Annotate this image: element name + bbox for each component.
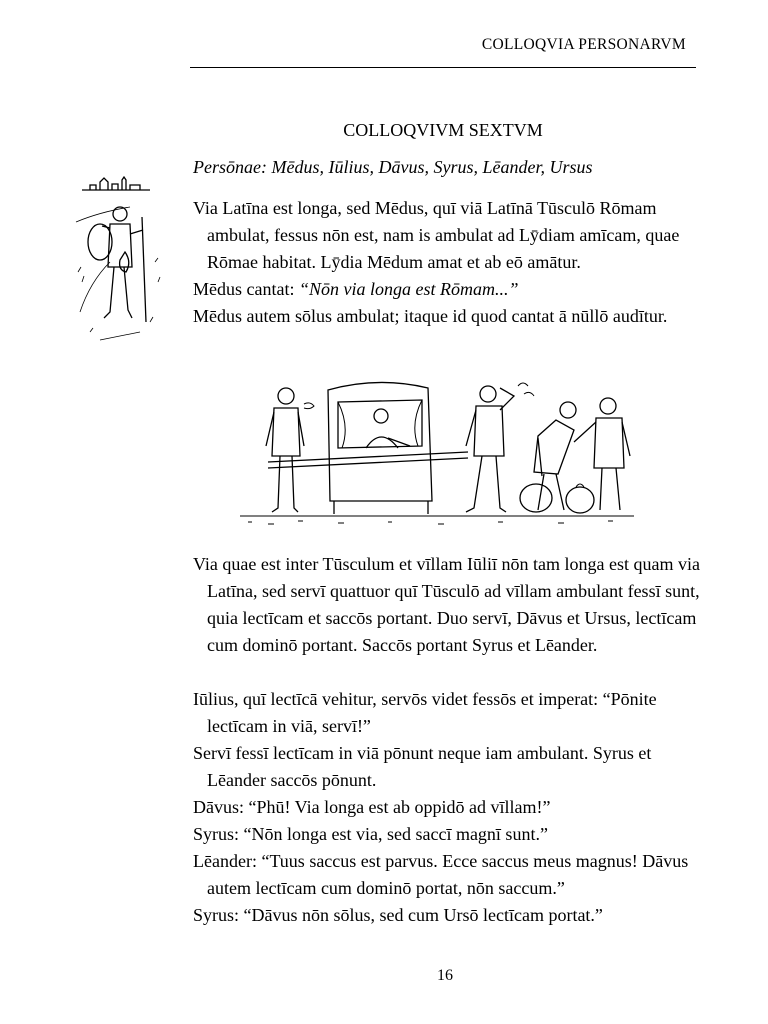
page-number: 16 xyxy=(437,967,453,984)
paragraph-10: Syrus: “Dāvus nōn sōlus, sed cum Ursō lectīcam portat.” xyxy=(193,905,603,925)
paragraph-1: Via Latīna est longa, sed Mēdus, quī viā Latīnā Tūsculō Rōmam ambulat, fessus nōn est, nam is ambulat ad Lȳdiam amīcam, quae Rōmae habitat. Lȳdia Mēdum amat et ab eō amātur. xyxy=(193,198,680,272)
paragraph-2-speaker: Mēdus cantat: xyxy=(193,279,299,299)
paragraph-2-song: “Nōn via longa est Rōmam...” xyxy=(298,279,519,299)
chapter-title: COLLOQVIVM SEXTVM xyxy=(343,120,543,140)
paragraph-7: Dāvus: “Phū! Via longa est ab oppidō ad vīllam!” xyxy=(193,797,551,817)
paragraph-3: Mēdus autem sōlus ambulat; itaque id quod cantat ā nūllō audītur. xyxy=(193,306,668,326)
paragraph-8: Syrus: “Nōn longa est via, sed saccī magnī sunt.” xyxy=(193,824,548,844)
paragraph-6: Servī fessī lectīcam in viā pōnunt neque iam ambulant. Syrus et Lēander saccōs pōnunt. xyxy=(193,743,652,790)
litter-scene-illustration xyxy=(238,376,638,531)
paragraph-2 xyxy=(193,276,703,303)
medus-walking-illustration xyxy=(70,172,170,347)
paragraph-5: Iūlius, quī lectīcā vehitur, servōs videt fessōs et imperat: “Pōnite lectīcam in viā, servī!” xyxy=(193,689,657,736)
personae-line: Persōnae: Mēdus, Iūlius, Dāvus, Syrus, Lēander, Ursus xyxy=(193,157,593,177)
header-rule xyxy=(190,67,696,68)
paragraph-9: Lēander: “Tuus saccus est parvus. Ecce saccus meus magnus! Dāvus autem lectīcam cum dominō portat, nōn saccum.” xyxy=(193,851,689,898)
running-head: COLLOQVIA PERSONARVM xyxy=(481,36,686,53)
paragraph-4: Via quae est inter Tūsculum et vīllam Iūliī nōn tam longa est quam via Latīna, sed servī quattuor quī Tūsculō ad vīllam ambulant fessī sunt, quia lectīcam et saccōs portant. Duo servī, Dāvus et Ursus, lectīcam cum dominō portant. Saccōs portant Syrus et Lēander. xyxy=(193,554,700,655)
